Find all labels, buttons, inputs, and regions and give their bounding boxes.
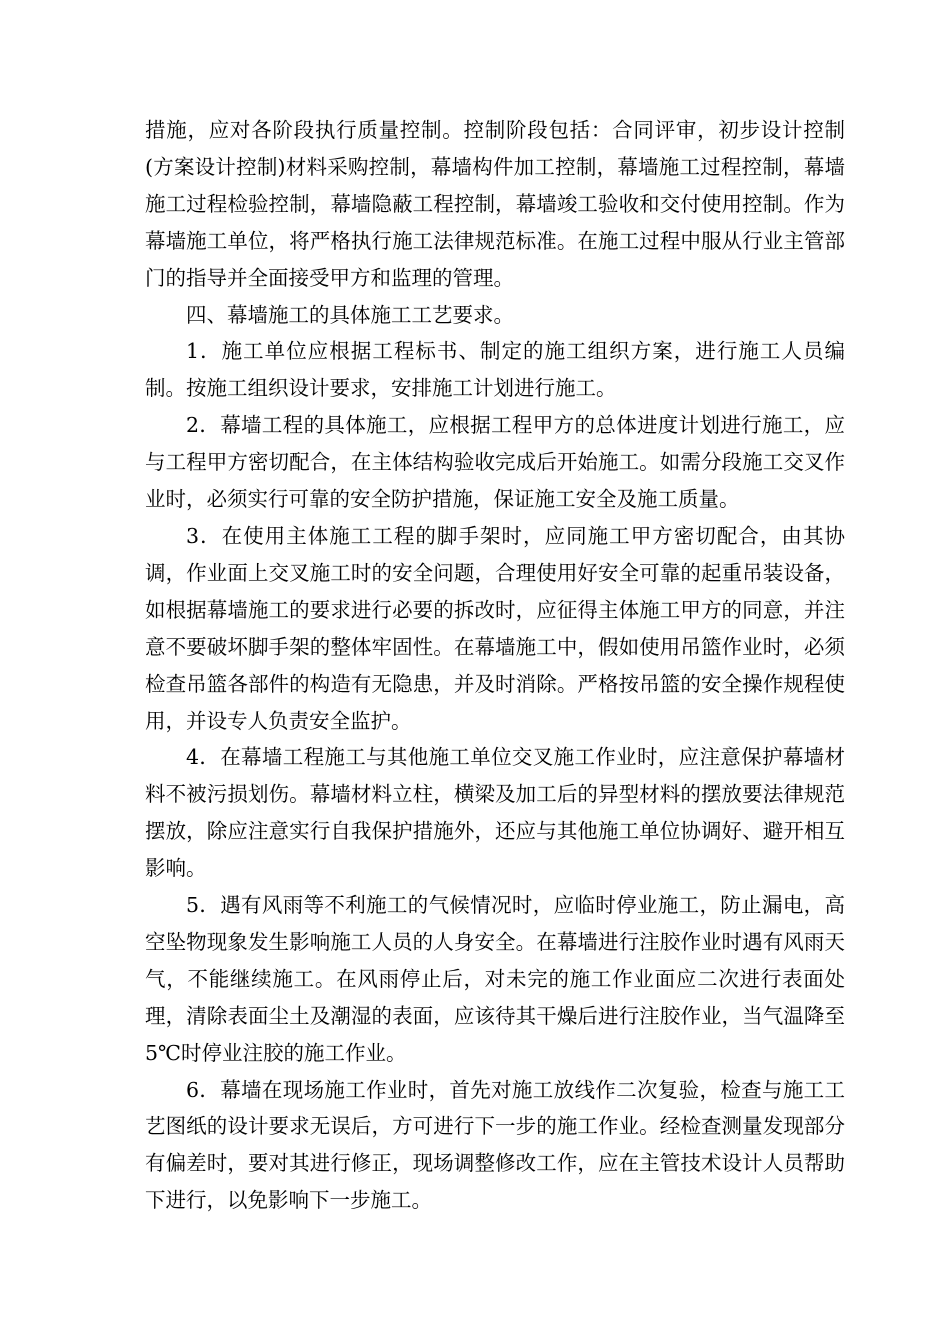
document-body [145,112,845,1219]
paragraph-item-3: 3．在使用主体施工工程的脚手架时，应同施工甲方密切配合，由其协调，作业面上交叉施工时的安全问题，合理使用好安全可靠的起重吊装设备，如根据幕墙施工的要求进行必要的拆改时，应征得主体施工甲方的同意，并注意不要破坏脚手架的整体牢固性。在幕墙施工中，假如使用吊篮作业时，必须检查吊篮各部件的构造有无隐患，并及时消除。严格按吊篮的安全操作规程使用，并设专人负责安全监护。 [145,523,845,733]
paragraph-item-2: 2．幕墙工程的具体施工，应根据工程甲方的总体进度计划进行施工，应与工程甲方密切配合，在主体结构验收完成后开始施工。如需分段施工交叉作业时，必须实行可靠的安全防护措施，保证施工安全及施工质量。 [145,413,845,512]
paragraph-item-6: 6．幕墙在现场施工作业时，首先对施工放线作二次复验，检查与施工工艺图纸的设计要求无误后，方可进行下一步的施工作业。经检查测量发现部分有偏差时，要对其进行修正，现场调整修改工作，应在主管技术设计人员帮助下进行，以免影响下一步施工。 [145,1077,845,1213]
paragraph-item-1: 1．施工单位应根据工程标书、制定的施工组织方案，进行施工人员编制。按施工组织设计要求，安排施工计划进行施工。 [145,339,845,401]
paragraph-item-4: 4．在幕墙工程施工与其他施工单位交叉施工作业时，应注意保护幕墙材料不被污损划伤。幕墙材料立柱，横梁及加工后的异型材料的摆放要法律规范摆放，除应注意实行自我保护措施外，还应与其他施工单位协调好、避开相互影响。 [145,745,845,881]
paragraph-item-5: 5．遇有风雨等不利施工的气候情况时，应临时停业施工，防止漏电，高空坠物现象发生影响施工人员的人身安全。在幕墙进行注胶作业时遇有风雨天气，不能继续施工。在风雨停止后，对未完的施工作业面应二次进行表面处理，清除表面尘土及潮湿的表面，应该待其干燥后进行注胶作业，当气温降至 5℃时停业注胶的施工作业。 [145,893,845,1065]
paragraph-quality-control: 措施，应对各阶段执行质量控制。控制阶段包括：合同评审，初步设计控制(方案设计控制)材料采购控制，幕墙构件加工控制，幕墙施工过程控制，幕墙施工过程检验控制，幕墙隐蔽工程控制，幕墙竣工验收和交付使用控制。作为幕墙施工单位，将严格执行施工法律规范标准。在施工过程中服从行业主管部门的指导并全面接受甲方和监理的管理。 [145,118,845,290]
section-heading-construction-requirements: 四、幕墙施工的具体施工工艺要求。 [186,302,514,327]
